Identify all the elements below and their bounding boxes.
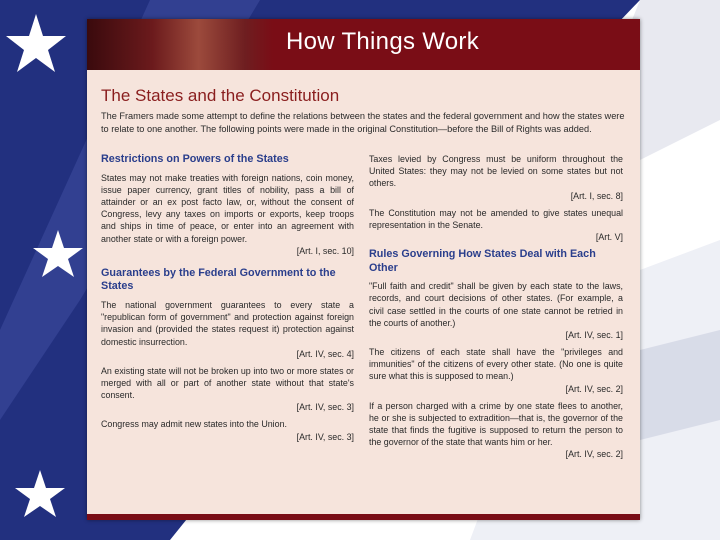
panel-bottom-border [87, 514, 640, 520]
section-text: States may not make treaties with foreign nations, coin money, issue paper currency, grant titles of nobility, pass a bill of attainder or an ex post facto law, or, without the consent of Congress, levy any taxes on imports or exports, keep troops and ships in time of peace, or enter into an agreement with another state or with a foreign power. [101, 172, 354, 244]
article-reference: [Art. I, sec. 8] [570, 190, 623, 201]
section-text: If a person charged with a crime by one state flees to another, he or she is subjected to extradition—that is, the governor of the state that finds the fugitive is supposed to return the person to the governor of the state that wants him or her. [369, 400, 623, 448]
article-reference: [Art. IV, sec. 1] [565, 330, 623, 341]
section-heading: Guarantees by the Federal Government to the States [101, 266, 336, 293]
section-text: "Full faith and credit" shall be given by each state to the laws, records, and court decisions of other states. (For example, a civil case settled in the courts of one state cannot be retried in the courts of another.) [369, 281, 623, 328]
section-text: An existing state will not be broken up into two or more states or merged with all or part of another state without that state's consent. [101, 365, 354, 401]
article-reference: [Art. IV, sec. 3] [296, 431, 354, 442]
section-text: Congress may admit new states into the Union. [101, 419, 287, 430]
intro-paragraph: The Framers made some attempt to define the relations between the states and the federal government and how the states were to relate to one another. The following points were made in the original Constitution—before the Bill of Rights was added. [101, 111, 625, 134]
article-reference: [Art. IV, sec. 2] [565, 449, 623, 460]
section-text: Taxes levied by Congress must be uniform throughout the United States: they may not be levied on some states but not others. [369, 154, 623, 189]
banner-photo [87, 19, 273, 70]
section-text: The Constitution may not be amended to give states unequal representation in the Senate. [369, 207, 623, 230]
article-reference: [Art. IV, sec. 2] [565, 383, 623, 394]
section-heading: Restrictions on Powers of the States [101, 153, 289, 165]
section-text: The citizens of each state shall have the "privileges and immunities" of the citizens of every other state. (No one is quite sure what this is supposed to mean.) [369, 347, 623, 382]
banner [87, 19, 640, 70]
left-column [101, 153, 354, 448]
right-column [369, 153, 623, 465]
section-heading: Rules Governing How States Deal with Each Other [369, 248, 596, 274]
article-reference: [Art. V] [595, 232, 623, 243]
banner-title: How Things Work [286, 28, 480, 55]
section-text: The national government guarantees to every state a "republican form of government" and protection against foreign invasion and (provided the states request it) protection against domestic insurrection. [101, 300, 354, 347]
how-things-work-panel [87, 19, 640, 520]
article-reference: [Art. I, sec. 10] [296, 245, 354, 256]
article-reference: [Art. IV, sec. 3] [296, 402, 354, 413]
article-reference: [Art. IV, sec. 4] [296, 348, 354, 359]
document-title: The States and the Constitution [101, 86, 340, 105]
